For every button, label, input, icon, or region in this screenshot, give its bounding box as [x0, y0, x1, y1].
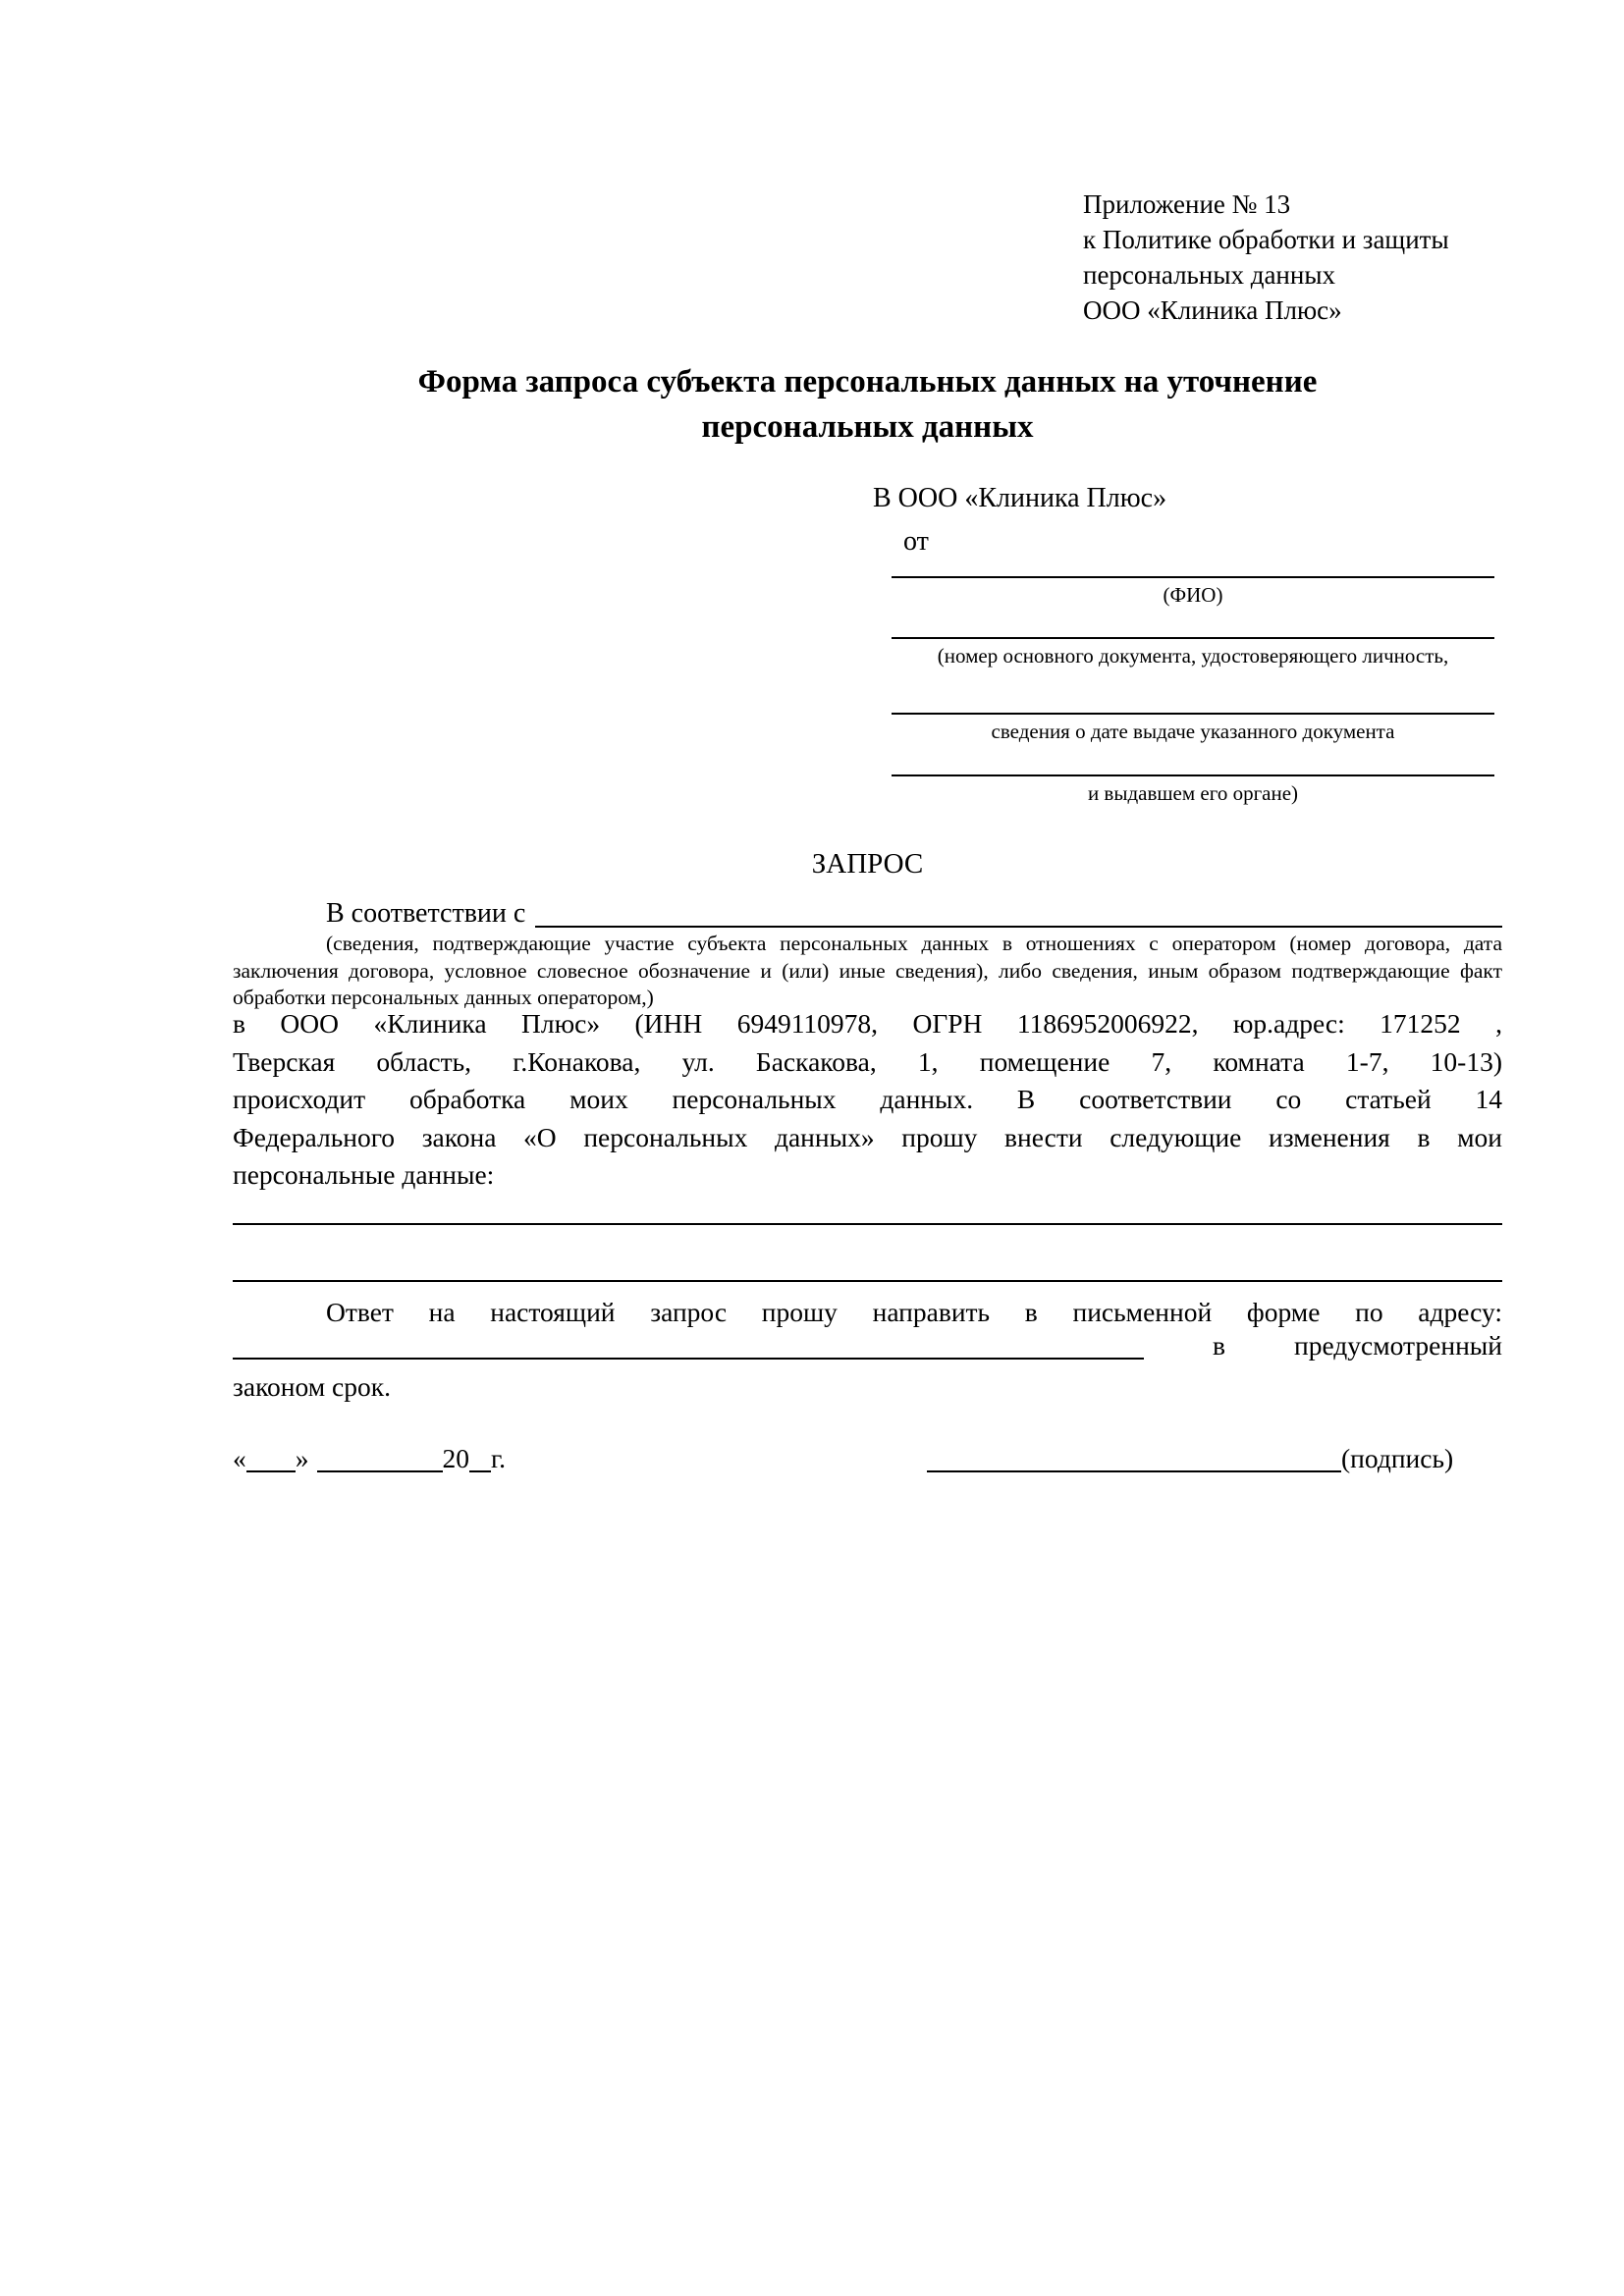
issuing-authority-caption: и выдавшем его органе) [1087, 781, 1299, 805]
reply-line: Ответ на настоящий запрос прошу направить в письменной форме по адресу: [326, 1297, 1502, 1327]
issue-date-caption: сведения о дате выдаче указанного документа [991, 720, 1395, 743]
body-paragraph [233, 1005, 1502, 1195]
accordance-blank-line [535, 895, 1502, 928]
appendix-line: ООО «Клиника Плюс» [1083, 295, 1342, 325]
body-line: происходит обработка моих персональных данных. В соответствии со статьей 14 [233, 1084, 1502, 1114]
appendix-line: персональных данных [1083, 260, 1335, 290]
year-prefix: 20 [442, 1443, 469, 1473]
date-signature-row [233, 1443, 1502, 1486]
small-print-line: обработки персональных данных оператором,) [233, 986, 654, 1009]
addressee: В ООО «Клиника Плюс» [873, 483, 1167, 513]
document-number-caption: (номер основного документа, удостоверяющего личность, [937, 644, 1449, 667]
signature-caption: (подпись) [1341, 1443, 1454, 1473]
body-line: в ООО «Клиника Плюс» (ИНН 6949110978, ОГРН 1186952006922, юр.адрес: 171252 , [233, 1008, 1502, 1039]
small-print-line: (сведения, подтверждающие участие субъекта персональных данных в отношениях с оператором (номер договора, дата [326, 932, 1502, 955]
accordance-label: В соответствии с [326, 898, 526, 929]
page-title-line: Форма запроса субъекта персональных данных на уточнение [417, 364, 1318, 400]
reply-address-row [233, 1327, 1502, 1364]
day-blank-line [246, 1470, 296, 1472]
issuing-authority-blank-line [892, 774, 1494, 776]
address-blank-line [233, 1327, 1144, 1360]
page-title-line: персональных данных [701, 409, 1034, 445]
year-suffix: г. [491, 1443, 507, 1473]
fio-blank-line [892, 576, 1494, 578]
changes-blank-line [233, 1223, 1502, 1225]
request-heading: ЗАПРОС [811, 848, 924, 880]
month-blank-line [317, 1470, 443, 1472]
changes-blank-line [233, 1280, 1502, 1282]
reply-line: законом срок. [233, 1371, 391, 1402]
reply-word: в [1213, 1330, 1225, 1361]
body-line: Тверская область, г.Конакова, ул. Баскакова, 1, помещение 7, комната 1-7, 10-13) [233, 1045, 1502, 1077]
signature-blank-line [927, 1470, 1341, 1472]
date-open-quote: « [233, 1443, 246, 1473]
appendix-block [1083, 187, 1449, 328]
reply-word: предусмотренный [1294, 1330, 1502, 1361]
year-blank-line [469, 1470, 491, 1472]
fio-caption: (ФИО) [1163, 583, 1223, 607]
appendix-line: Приложение № 13 [1083, 189, 1291, 219]
body-line: персональные данные: [233, 1159, 495, 1190]
document-number-blank-line [892, 637, 1494, 639]
page-title [233, 359, 1502, 450]
accordance-row [233, 895, 1502, 933]
small-print-note [233, 931, 1502, 1012]
body-line: Федерального закона «О персональных данных» прошу внести следующие изменения в мои [233, 1121, 1502, 1152]
issue-date-blank-line [892, 713, 1494, 715]
signature-group [927, 1443, 1453, 1474]
date-close-quote: » [295, 1443, 309, 1473]
appendix-line: к Политике обработки и защиты [1083, 225, 1449, 254]
from-label: от [903, 526, 929, 557]
date-group [233, 1443, 506, 1474]
small-print-line: заключения договора, условное словесное обозначение и (или) иные сведения), либо сведения, иным образом подтверждающие факт [233, 958, 1502, 983]
